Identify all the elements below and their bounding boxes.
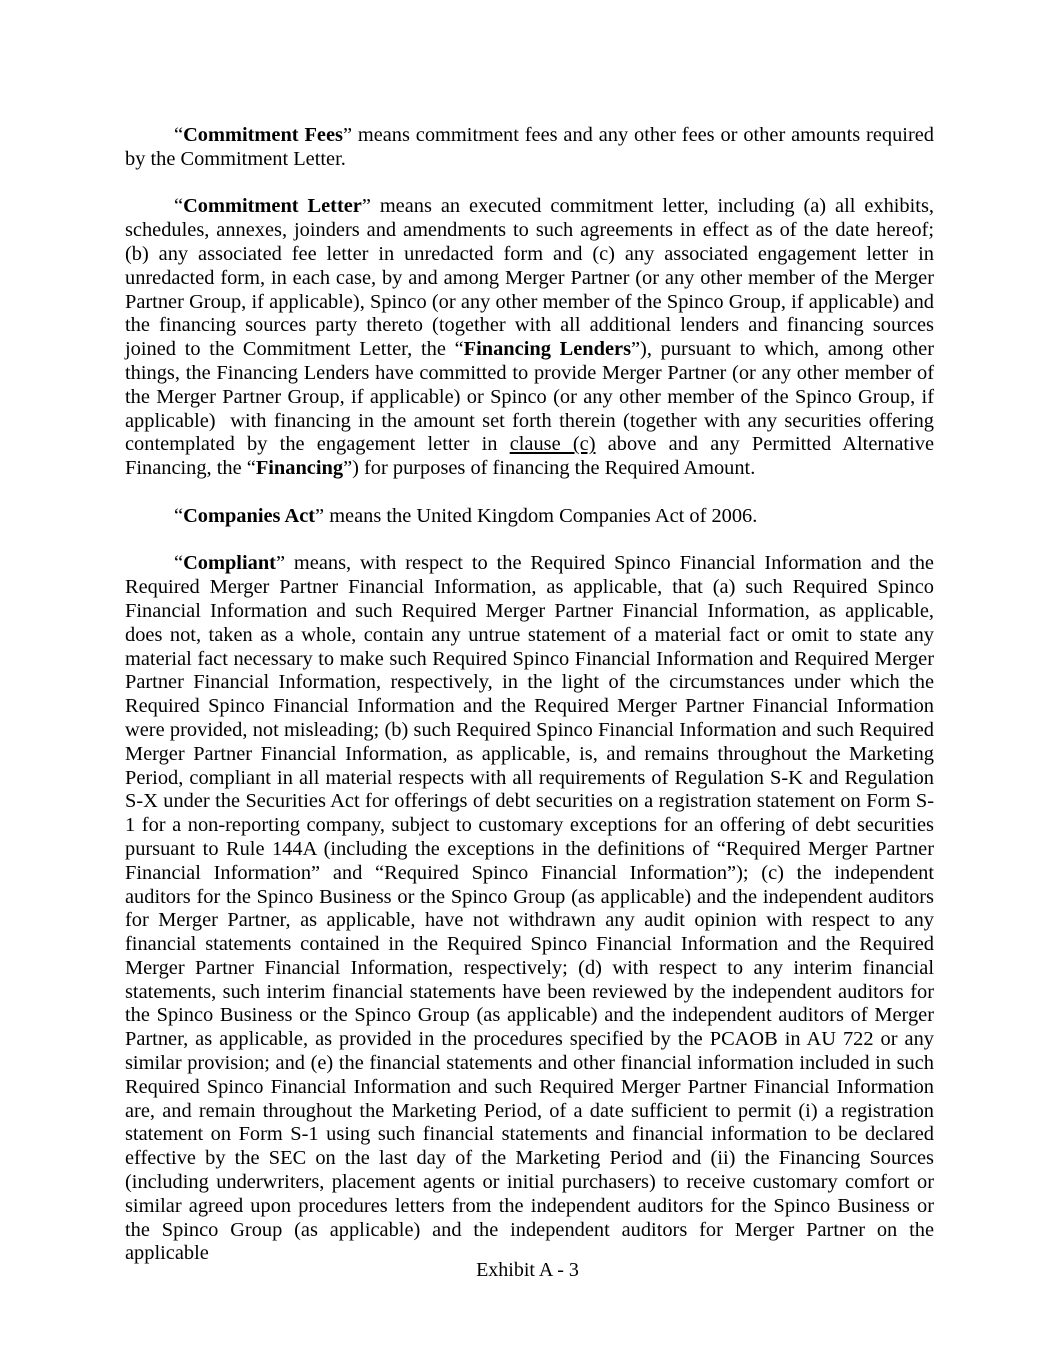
defined-term: Companies Act [183,504,316,527]
paragraph [125,505,934,529]
defined-term: Commitment Letter [183,195,362,218]
cross-reference: clause (c) [509,433,596,456]
page-footer: Exhibit A - 3 [476,1259,579,1281]
text-run: “ [174,124,184,146]
text-run: ” means an executed commitment letter, including (a) all exhibits, schedules, annexes, joinders and amendments to such agreements in effect as of the date hereof; (b) any associated fee letter in unredacted form and (c) any associated engagement letter in unredacted form, in each case, by and among Merger Partner (or any other member of the Merger Partner Group, if applicable), Spinco (or any other member of the Spinco Group, if applicable) and the financing sources party thereto (together with all additional lenders and financing sources joined to the Commitment Letter, the “ [125,195,934,361]
text-run: ” means commitment fees and any other fees or other amounts required by the Commitment Letter. [125,124,934,170]
defined-term: Financing Lenders [463,338,631,361]
text-run: “ [174,504,184,527]
text-run: ”) for purposes of financing the Required Amount. [343,457,756,480]
text-run: “ [174,195,184,218]
defined-term: Compliant [183,552,276,575]
defined-term: Financing [255,457,344,480]
text-run: ” means the United Kingdom Companies Act of 2006. [315,504,758,527]
text-run: ”), pursuant to which, among other things, the Financing Lenders have committed to provide Merger Partner (or any other member of the Merger Partner Group, if applicable) or Spinco (or any other member of the Spinco Group, if applicable) with financing in the amount set forth therein (together with any securities offering contemplated by the engagement letter in [125,338,934,456]
text-run: ” means, with respect to the Required Spinco Financial Information and the Required Merger Partner Financial Information, as applicable, that (a) such Required Spinco Financial Information and such Required Merger Partner Financial Information, as applicable, does not, taken as a whole, contain any untrue statement of a material fact or omit to state any material fact necessary to make such Required Spinco Financial Information and Required Merger Partner Financial Information, respectively, in the light of the circumstances under which the Required Spinco Financial Information and the Required Merger Partner Financial Information were provided, not misleading; (b) such Required Spinco Financial Information and such Required Merger Partner Financial Information, as applicable, is, and remains throughout the Marketing Period, compliant in all material respects with all requirements of Regulation S-K and Regulation S-X under the Securities Act for offerings of debt securities on a registration statement on Form S-1 for a non-reporting company, subject to customary exceptions for an offering of debt securities pursuant to Rule 144A (including the exceptions in the definitions of “Required Merger Partner Financial Information” and “Required Spinco Financial Information”); (c) the independent auditors for the Spinco Business or the Spinco Group (as applicable) and the independent auditors for Merger Partner, as applicable, have not withdrawn any audit opinion with respect to any financial statements contained in the Required Spinco Financial Information and the Required Merger Partner Financial Information, respectively; (d) with respect to any interim financial statements, such interim financial statements have been reviewed by the independent auditors for the Spinco Business or the Spinco Group (as applicable) and the independent auditors of Merger Partner, as applicable, as provided in the procedures specified by the PCAOB in AU 722 or any similar provision; and (e) the financial statements and other financial information included in such Required Spinco Financial Information and such Required Merger Partner Financial Information are, and remain throughout the Marketing Period, of a date sufficient to permit (i) a registration statement on Form S-1 using such financial statements and financial information to be declared effective by the SEC on the last day of the Marketing Period and (ii) the Financing Sources (including underwriters, placement agents or initial purchasers) to receive customary comfort or similar agreed upon procedures letters from the independent auditors for the Spinco Business or the Spinco Group (as applicable) and the independent auditors for Merger Partner on the applicable [125,552,934,1265]
text-run: above and any Permitted Alternative Financing, the “ [125,433,934,480]
paragraph [125,195,934,481]
document-body [125,124,934,1290]
paragraph [125,552,934,1266]
text-run: “ [174,552,184,575]
defined-term: Commitment Fees [183,124,343,146]
paragraph [125,124,934,172]
